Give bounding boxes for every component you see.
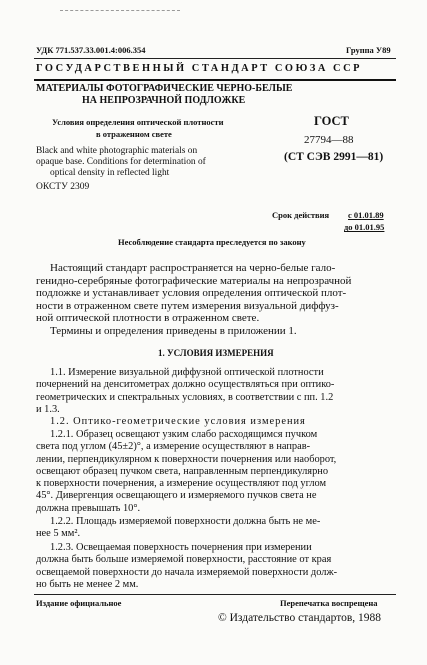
validity-to: до 01.01.95 xyxy=(344,222,385,232)
footer-rule xyxy=(34,594,396,595)
english-title-line-3: optical density in reflected light xyxy=(50,168,170,178)
clause-1-2-heading: 1.2. Оптико-геометрические условия измерения xyxy=(50,416,306,427)
clause-1-2-1-line-3: лении, перпендикулярном к поверхности почернения или наоборот, xyxy=(36,453,337,465)
clause-1-1-line-4: и 1.3. xyxy=(36,403,60,415)
official-edition: Издание официальное xyxy=(36,598,122,608)
title-line-1: МАТЕРИАЛЫ ФОТОГРАФИЧЕСКИЕ ЧЕРНО-БЕЛЫЕ xyxy=(36,83,293,94)
terms-reference: Термины и определения приведены в приложении 1. xyxy=(50,325,297,337)
clause-1-1-line-2: почернений на денситометрах должно осуществляться при оптико- xyxy=(36,379,335,391)
english-title-line-1: Black and white photographic materials on xyxy=(36,146,198,156)
clause-1-2-1-line-5: к поверхности почернения, а измерение осуществляют под углом xyxy=(36,478,327,490)
validity-label: Срок действия xyxy=(272,210,330,220)
clause-1-1 xyxy=(36,367,396,416)
header-rule xyxy=(34,58,396,59)
cmea-standard: (СТ СЭВ 2991—81) xyxy=(284,151,384,163)
intro-line-2: генидно-серебряные фотографические материалы на непрозрачной xyxy=(36,274,352,287)
intro-line-4: ности в отраженном свете путем измерения визуальной диффуз- xyxy=(36,299,339,312)
clause-1-2-1-line-4: освещают образец пучком света, направленным перпендикулярно xyxy=(36,465,329,477)
clause-1-2-3-line-2: должна быть больше измеряемой поверхности, расстояние от края xyxy=(36,554,332,566)
clause-1-2-1-line-2: света под углом (45±2)°, а измерение осуществляют в направ- xyxy=(36,441,311,453)
subtitle-line-1: Условия определения оптической плотности xyxy=(52,117,224,127)
clause-1-2-3-line-1: 1.2.3. Освещаемая поверхность почернения при измерении xyxy=(50,542,312,553)
group-code: Группа У89 xyxy=(346,45,391,55)
intro-line-5: ной оптической плотности в отраженном свете. xyxy=(36,312,260,325)
intro-line-1: Настоящий стандарт распространяется на черно-белые гало- xyxy=(50,262,336,274)
clause-1-2-1-line-7: должна превышать 10°. xyxy=(36,502,141,514)
reprint-prohibited: Перепечатка воспрещена xyxy=(280,598,378,608)
clause-1-2-2-line-1: 1.2.2. Площадь измеряемой поверхности должна быть не ме- xyxy=(50,516,321,527)
clause-1-2-3-line-3: освещаемой поверхности до начала измеряемой поверхности долж- xyxy=(36,566,338,578)
clause-1-2-2-line-2: нее 5 мм². xyxy=(36,528,81,540)
clause-1-2-1-line-1: 1.2.1. Образец освещают узким слабо расходящимся пучком xyxy=(50,429,318,440)
section-1-heading: 1. УСЛОВИЯ ИЗМЕРЕНИЯ xyxy=(158,348,274,358)
udk-code: УДК 771.537.33.001.4:006.354 xyxy=(36,45,146,55)
gost-label: ГОСТ xyxy=(314,114,349,128)
banner-rule xyxy=(34,79,396,81)
validity-from: с 01.01.89 xyxy=(348,210,384,220)
title-line-2: НА НЕПРОЗРАЧНОЙ ПОДЛОЖКЕ xyxy=(82,95,246,106)
clause-1-2-3-line-4: но быть не менее 2 мм. xyxy=(36,578,139,590)
clause-1-2-1-line-6: 45°. Дивергенция освещающего и измеряемого пучков света не xyxy=(36,490,317,502)
clause-1-2-3 xyxy=(36,542,396,591)
clause-1-1-line-1: 1.1. Измерение визуальной диффузной оптической плотности xyxy=(50,367,324,378)
subtitle-line-2: в отраженном свете xyxy=(96,129,172,139)
english-title-line-2: opaque base. Conditions for determination of xyxy=(36,157,206,167)
gost-number: 27794—88 xyxy=(304,134,354,146)
clause-1-2-2 xyxy=(36,516,396,541)
intro-paragraph xyxy=(36,262,396,325)
top-scan-marks xyxy=(60,10,180,11)
intro-line-3: подложке и устанавливает условия определения оптической плот- xyxy=(36,287,347,300)
clause-1-2-1 xyxy=(36,429,396,515)
okstu-code: ОКСТУ 2309 xyxy=(36,182,90,192)
legal-notice: Несоблюдение стандарта преследуется по закону xyxy=(118,237,306,247)
state-standard-banner: ГОСУДАРСТВЕННЫЙ СТАНДАРТ СОЮЗА ССР xyxy=(36,63,363,74)
clause-1-1-line-3: геометрических и спектральных условиях, в соответствии с пп. 1.2 xyxy=(36,391,334,403)
copyright-notice: © Издательство стандартов, 1988 xyxy=(218,612,382,624)
